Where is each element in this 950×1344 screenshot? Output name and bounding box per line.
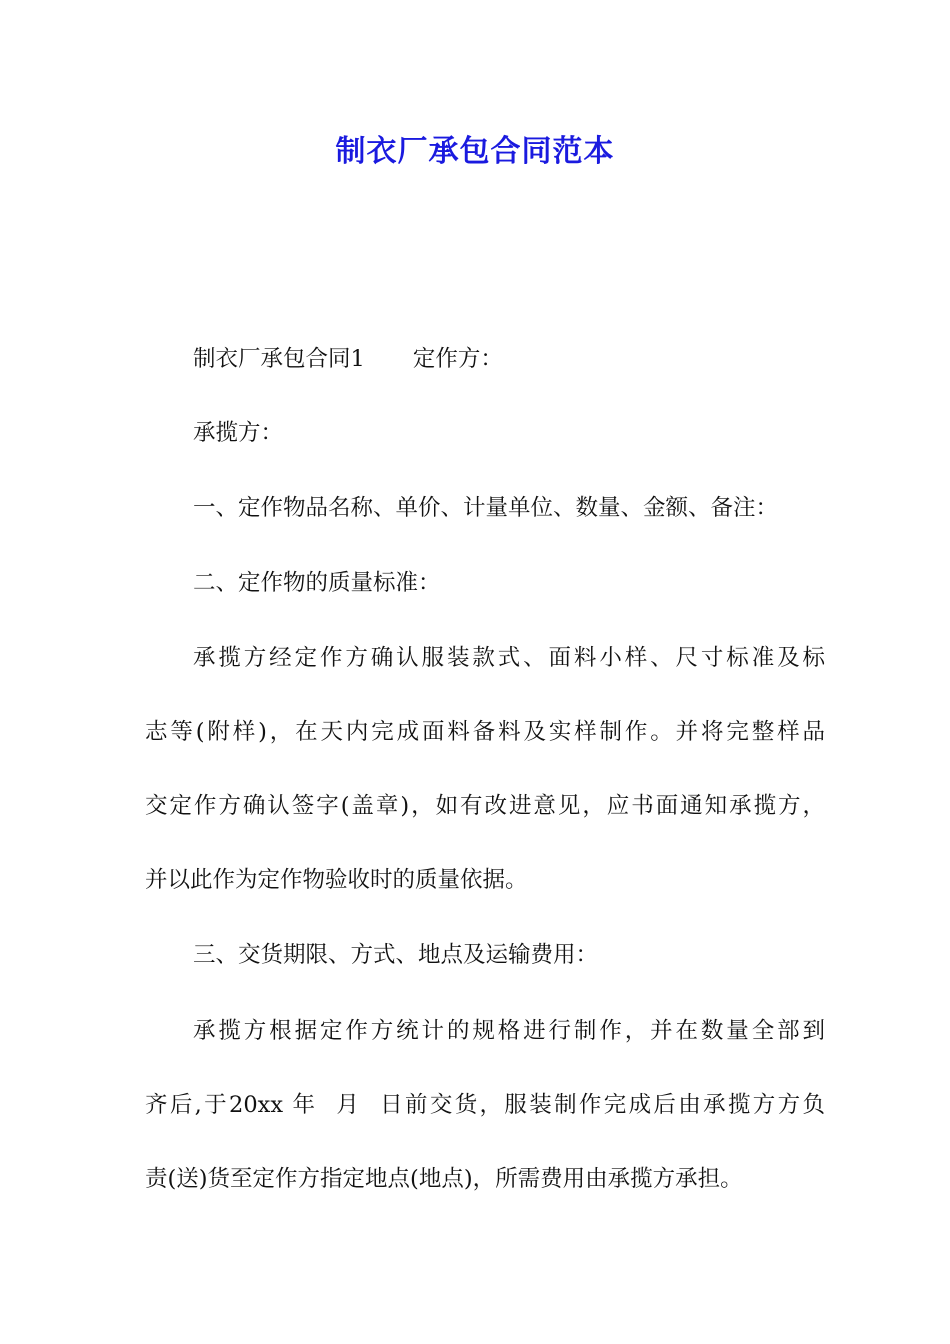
section-1-heading: 一、定作物品名称、单价、计量单位、数量、金额、备注： [193,495,779,521]
contract-heading: 制衣厂承包合同1 [193,346,365,372]
section-3-heading: 三、交货期限、方式、地点及运输费用： [193,942,599,968]
paragraph-line: 志等(附样)，在天内完成面料备料及实样制作。并将完整样品 [145,719,825,745]
contract-heading-line [193,339,825,379]
paragraph-line: 齐后,于20xx 年 月 日前交货，服装制作完成后由承揽方方负 [145,1092,825,1118]
document-title: 制衣厂承包合同范本 [335,134,615,169]
section-2-heading: 二、定作物的质量标准： [193,570,441,596]
paragraph-line: 承揽方经定作方确认服装款式、面料小样、尺寸标准及标 [193,645,825,671]
paragraph-line: 承揽方根据定作方统计的规格进行制作，并在数量全部到 [193,1018,825,1044]
party-a-label: 定作方： [412,346,503,372]
party-b-label: 承揽方： [193,420,284,446]
paragraph-line: 并以此作为定作物验收时的质量依据。 [145,867,528,893]
paragraph-line: 交定作方确认签字(盖章)，如有改进意见，应书面通知承揽方， [145,793,825,819]
paragraph-line: 责(送)货至定作方指定地点(地点)，所需费用由承揽方承担。 [145,1166,743,1192]
